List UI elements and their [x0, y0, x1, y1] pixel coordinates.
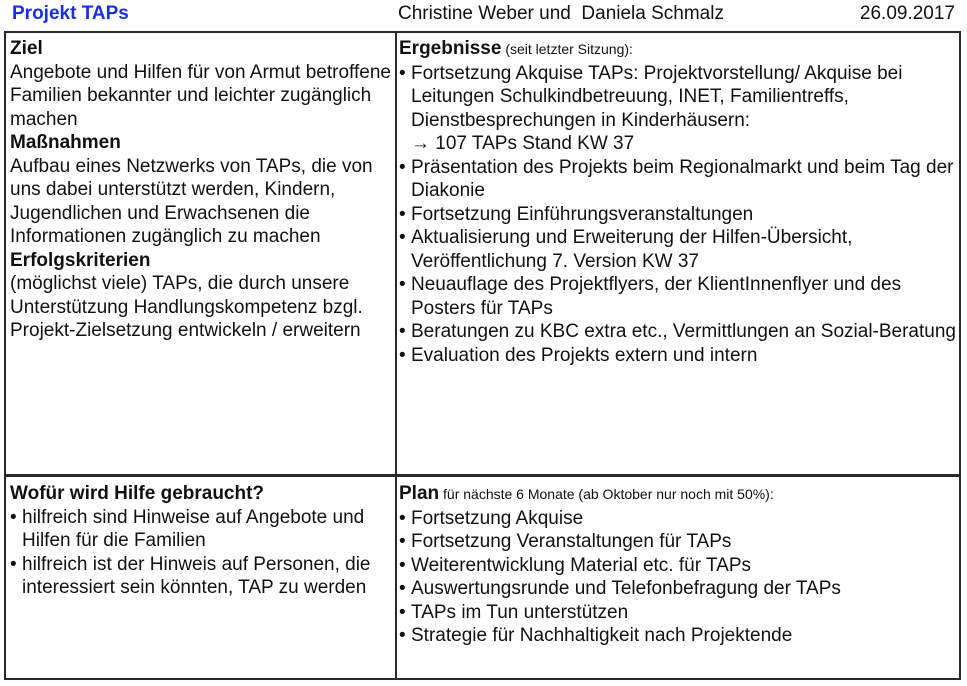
date: 26.09.2017 [859, 3, 955, 24]
massnahmen-heading: Maßnahmen [10, 132, 121, 153]
list-item: • Auswertungsrunde und Telefonbefragung der TAPs [399, 577, 959, 601]
massnahmen-text: Aufbau eines Netzwerks von TAPs, die von uns dabei unterstützt werden, Kindern, Jugendlichen und Erwachsenen die Informationen zugänglich zu machen [10, 155, 373, 247]
document-header [0, 0, 967, 30]
authors: Christine Weber und Daniela Schmalz [398, 3, 724, 24]
list-item: • Fortsetzung Akquise TAPs: Projektvorstellung/ Akquise bei Leitungen Schulkindbetreuung, INET, Familientreffs, Dienstbesprechungen in Kinderhäusern: → 107 TAPs Stand KW 37 [399, 62, 959, 156]
ergebnisse-heading-note: (seit letzter Sitzung): [501, 41, 633, 57]
list-item: • Aktualisierung und Erweiterung der Hilfen-Übersicht, Veröffentlichung 7. Version KW 37 [399, 226, 959, 273]
list-item: • Weiterentwicklung Material etc. für TAPs [399, 554, 959, 578]
plan-heading: Plan für nächste 6 Monate (ab Oktober nur noch mit 50%): [399, 483, 774, 504]
hilfe-heading: Wofür wird Hilfe gebraucht? [10, 483, 265, 504]
list-item: • Präsentation des Projekts beim Regionalmarkt und beim Tag der Diakonie [399, 156, 959, 203]
content-table [4, 31, 961, 680]
list-item: • Fortsetzung Einführungsveranstaltungen [399, 203, 959, 227]
ergebnisse-list [399, 62, 959, 368]
list-item: • Fortsetzung Veranstaltungen für TAPs [399, 530, 959, 554]
erfolgskriterien-heading: Erfolgskriterien [10, 249, 151, 271]
ergebnisse-heading: Ergebnisse (seit letzter Sitzung): [399, 38, 633, 59]
taps-count-note: → 107 TAPs Stand KW 37 [411, 133, 635, 154]
list-item: • Beratungen zu KBC extra etc., Vermittlungen an Sozial-Beratung [399, 320, 959, 344]
list-item: • hilfreich sind Hinweise auf Angebote und Hilfen für die Familien [10, 506, 392, 553]
ziel-text: Angebote und Hilfen für von Armut betroffene Familien bekannter und leichter zugänglich machen [10, 61, 391, 130]
row-divider [6, 474, 959, 477]
list-item: • TAPs im Tun unterstützen [399, 601, 959, 625]
plan-cell [399, 482, 959, 648]
hilfe-list [10, 506, 392, 600]
list-item: • hilfreich ist der Hinweis auf Personen, die interessiert sein könnten, TAP zu werden [10, 553, 392, 600]
ziel-heading: Ziel [10, 38, 43, 59]
list-item: • Fortsetzung Akquise [399, 507, 959, 531]
column-divider [395, 33, 397, 678]
hilfe-cell [10, 482, 392, 600]
document-title: Projekt TAPs [12, 3, 129, 24]
ergebnisse-cell [399, 37, 959, 367]
list-item: • Neuauflage des Projektflyers, der KlientInnenflyer und des Posters für TAPs [399, 273, 959, 320]
erfolgskriterien-text: (möglichst viele) TAPs, die durch unsere Unterstützung Handlungskompetenz bzgl. Projekt-Zielsetzung entwickeln / erweitern [10, 273, 363, 341]
plan-list [399, 507, 959, 648]
ziel-cell [10, 37, 392, 343]
plan-heading-note: für nächste 6 Monate (ab Oktober nur noch mit 50%): [439, 486, 774, 502]
list-item: • Evaluation des Projekts extern und intern [399, 344, 959, 368]
list-item: • Strategie für Nachhaltigkeit nach Projektende [399, 624, 959, 648]
